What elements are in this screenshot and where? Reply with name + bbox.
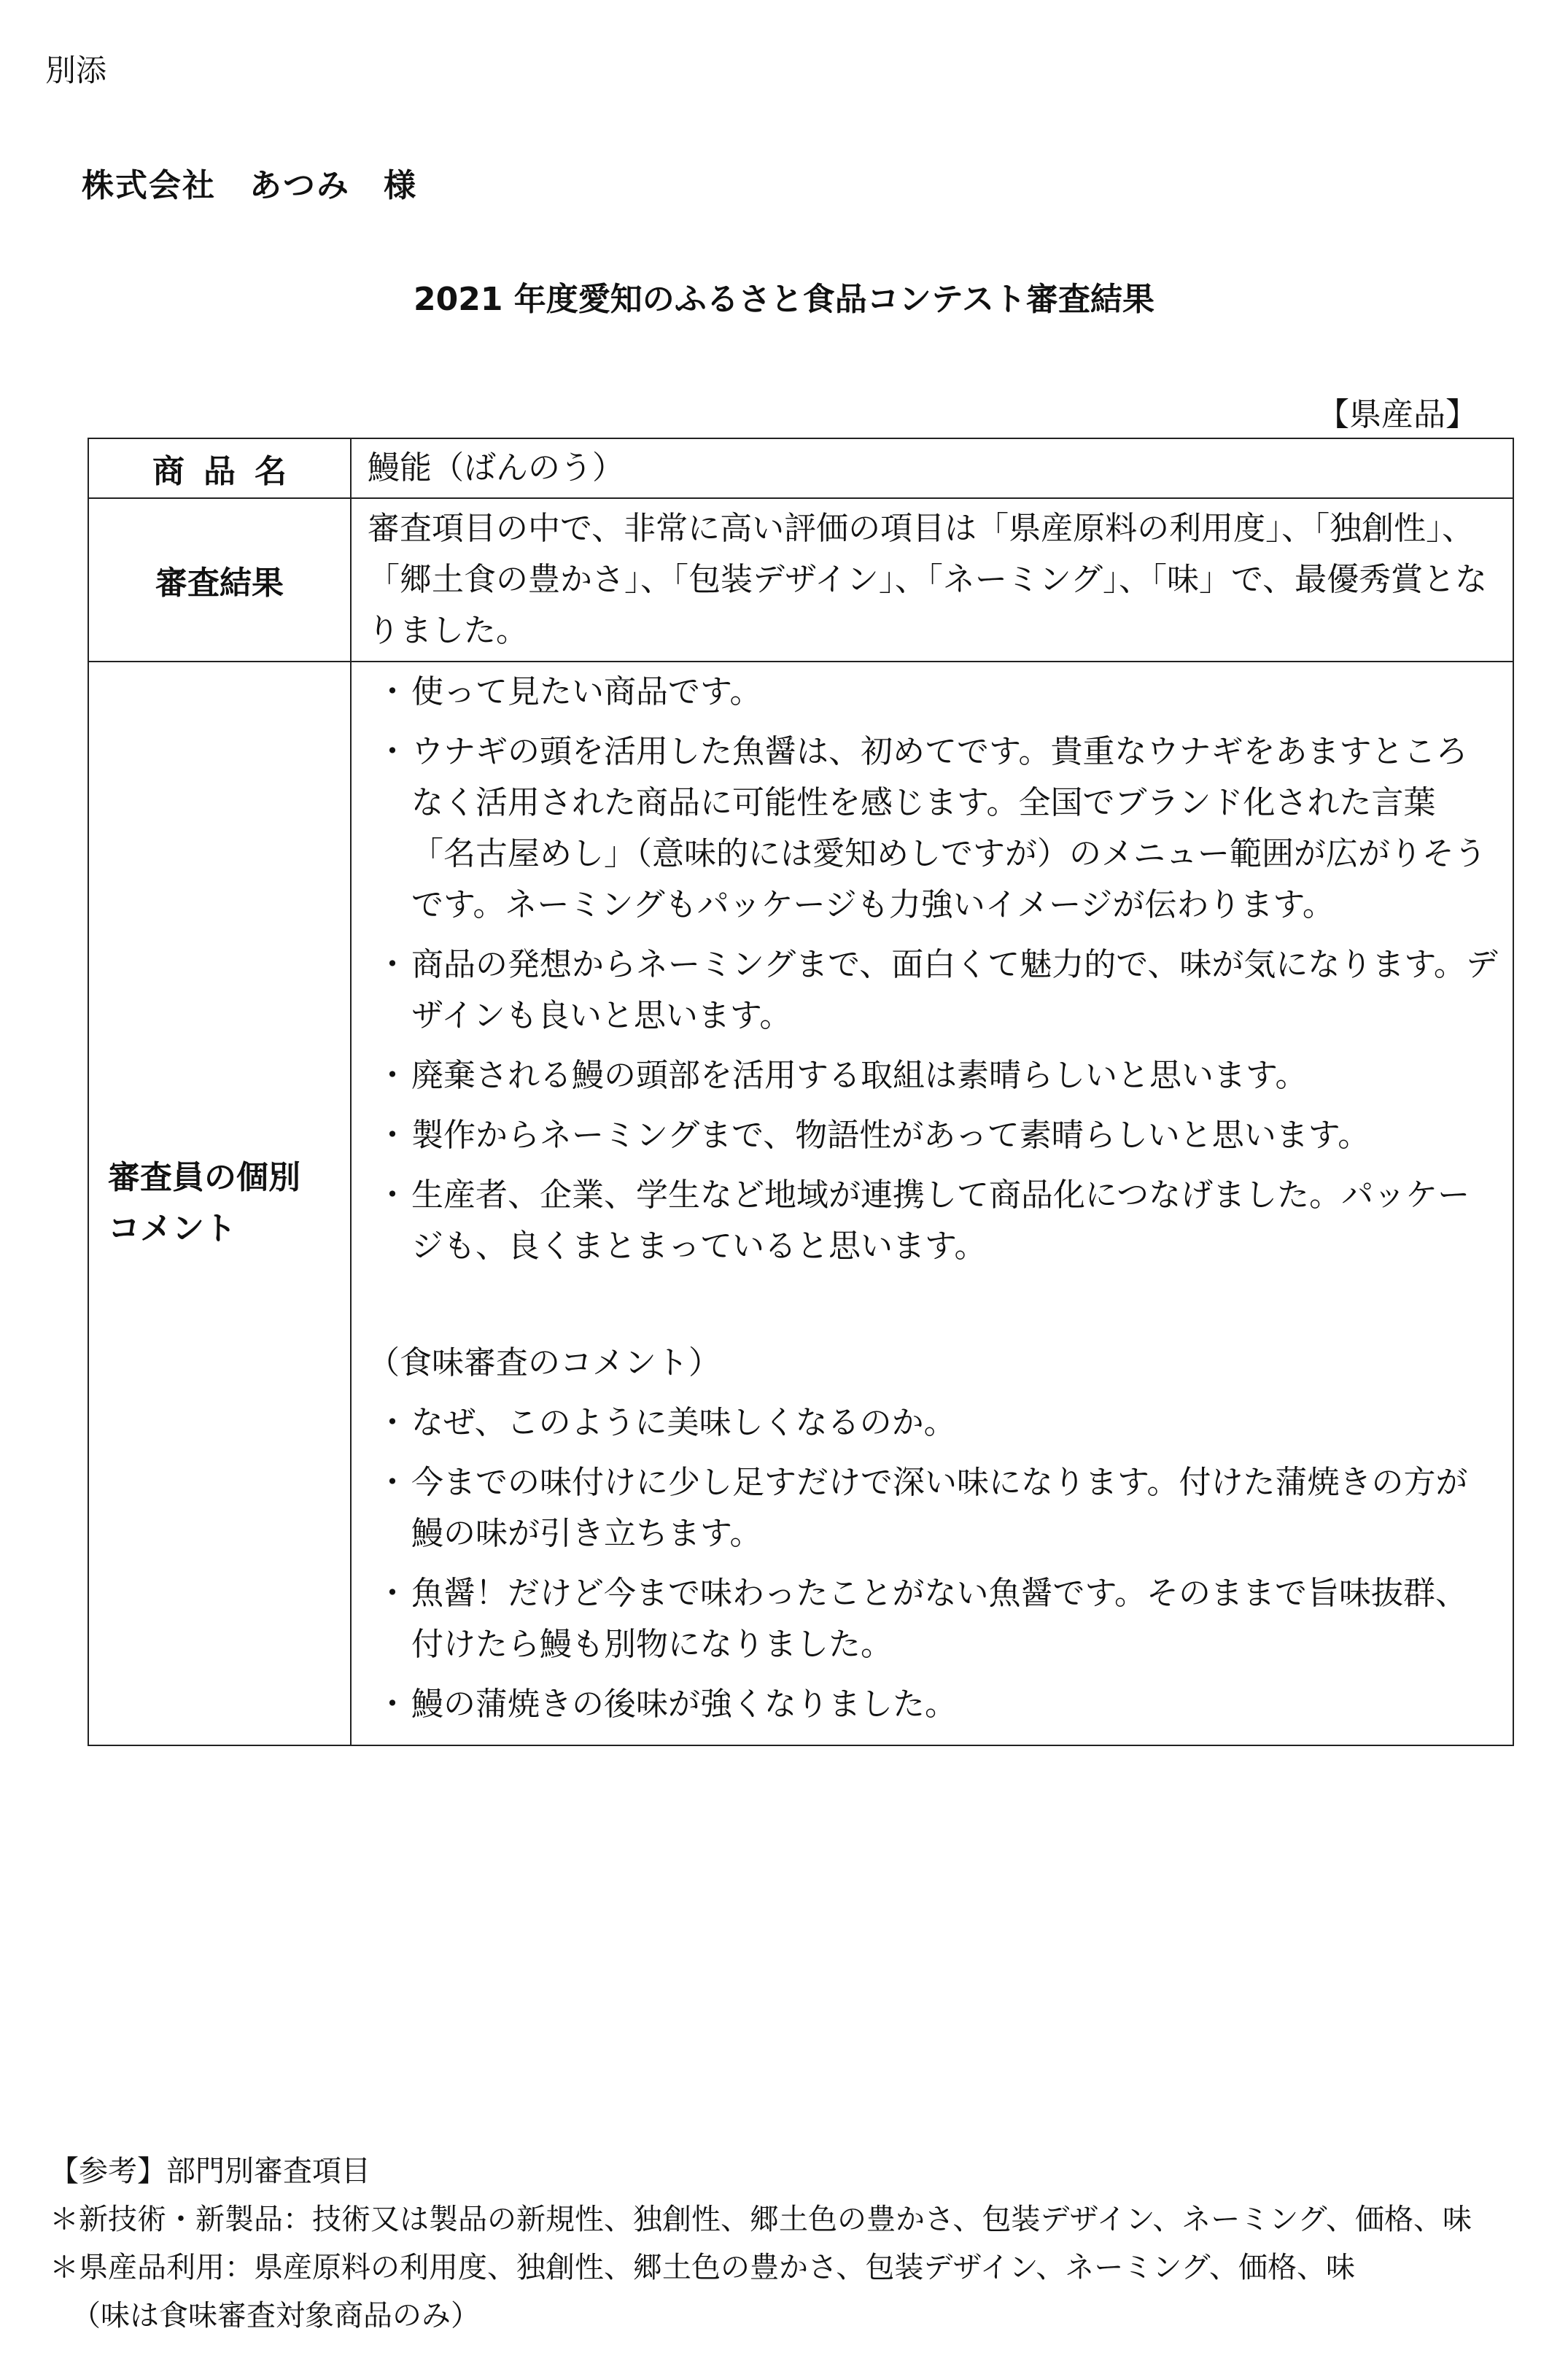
reference-line-new-tech: ＊新技術・新製品：技術又は製品の新規性、独創性、郷土色の豊かさ、包装デザイン、ネーミング、価格、味 bbox=[50, 2203, 1472, 2236]
comment-text: 魚醤！だけど今まで味わったことがない魚醤です。そのままで旨味抜群、付けたら鰻も別物になりました。 bbox=[411, 1575, 1468, 1663]
taste-comment-item bbox=[368, 1457, 1499, 1559]
comment-text: ウナギの頭を活用した魚醤は、初めてです。貴重なウナギをあますところなく活用された商品に可能性を感じます。全国でブランド化された言葉「名古屋めし」（意味的には愛知めしですが）のメニュー範囲が広がりそうです。ネーミングもパッケージも力強いイメージが伝わります。 bbox=[411, 733, 1486, 923]
comment-text: 生産者、企業、学生など地域が連携して商品化につなげました。パッケージも、良くまとまっていると思います。 bbox=[411, 1176, 1470, 1265]
comment-text: 鰻の蒲焼きの後味が強くなりました。 bbox=[411, 1686, 957, 1723]
bullet-icon: ・ bbox=[376, 673, 408, 710]
comment-text: 製作からネーミングまで、物語性があって素晴らしいと思います。 bbox=[411, 1117, 1370, 1154]
document-title: 2021 年度愛知のふるさと食品コンテスト審査結果 bbox=[413, 281, 1155, 318]
product-name: 鰻能（ばんのう） bbox=[368, 449, 624, 486]
bullet-icon: ・ bbox=[376, 1686, 408, 1723]
result-text: 審査項目の中で、非常に高い評価の項目は「県産原料の利用度」、「独創性」、「郷土食の豊かさ」、「包装デザイン」、「ネーミング」、「味」で、最優秀賞となりました。 bbox=[368, 510, 1488, 649]
result-label: 審査結果 bbox=[155, 565, 284, 602]
comment-text: なぜ、このように美味しくなるのか。 bbox=[411, 1404, 956, 1441]
comments-row bbox=[88, 662, 1513, 1745]
taste-comment-list bbox=[368, 1397, 1499, 1745]
reference-title: 【参考】部門別審査項目 bbox=[50, 2155, 370, 2188]
bullet-icon: ・ bbox=[376, 1117, 408, 1154]
taste-comment-item bbox=[368, 1568, 1499, 1670]
comment-text: 廃棄される鰻の頭部を活用する取組は素晴らしいと思います。 bbox=[411, 1057, 1308, 1094]
result-cell bbox=[351, 498, 1513, 662]
judge-comment-item bbox=[368, 726, 1499, 931]
comments-label-line1: 審査員の個別 bbox=[108, 1159, 300, 1196]
taste-comment-item bbox=[368, 1679, 1499, 1730]
product-name-label: 商品名 bbox=[152, 453, 306, 490]
reference-note: （味は食味審査対象商品のみ） bbox=[71, 2299, 480, 2333]
taste-comment-item bbox=[368, 1397, 1499, 1449]
bullet-icon: ・ bbox=[376, 1464, 408, 1501]
judge-comment-item bbox=[368, 1050, 1499, 1101]
result-row bbox=[88, 498, 1513, 662]
judge-comment-item bbox=[368, 939, 1499, 1042]
reference-line-local-product: ＊県産品利用：県産原料の利用度、独創性、郷土色の豊かさ、包装デザイン、ネーミング、価格、味 bbox=[50, 2251, 1355, 2284]
judge-comment-item bbox=[368, 1170, 1499, 1272]
product-name-cell bbox=[351, 438, 1513, 498]
taste-comments-heading: （食味審査のコメント） bbox=[368, 1344, 721, 1381]
product-name-label-cell bbox=[88, 438, 351, 498]
judge-comment-list bbox=[368, 662, 1499, 1287]
judge-comment-item bbox=[368, 667, 1499, 718]
bullet-icon: ・ bbox=[376, 1176, 408, 1214]
comment-text: 商品の発想からネーミングまで、面白くて魅力的で、味が気になります。デザインも良いと思います。 bbox=[411, 946, 1498, 1034]
comment-text: 使って見たい商品です。 bbox=[411, 673, 762, 710]
bullet-icon: ・ bbox=[376, 1057, 408, 1094]
comments-cell bbox=[351, 662, 1513, 1745]
bullet-icon: ・ bbox=[376, 1404, 408, 1441]
result-table bbox=[88, 438, 1514, 1746]
attachment-label: 別添 bbox=[45, 53, 107, 88]
bullet-icon: ・ bbox=[376, 733, 408, 770]
judge-comment-item bbox=[368, 1110, 1499, 1161]
result-label-cell bbox=[88, 498, 351, 662]
recipient-name: 株式会社 あつみ 様 bbox=[82, 167, 417, 204]
bullet-icon: ・ bbox=[376, 946, 408, 983]
comments-label-cell bbox=[88, 662, 351, 1745]
comment-text: 今までの味付けに少し足すだけで深い味になります。付けた蒲焼きの方が鰻の味が引き立ちます。 bbox=[411, 1464, 1468, 1552]
product-name-row bbox=[88, 438, 1513, 498]
bullet-icon: ・ bbox=[376, 1575, 408, 1612]
reference-section bbox=[50, 2147, 1472, 2340]
category-label: 【県産品】 bbox=[1317, 396, 1478, 433]
comments-label-line2: コメント bbox=[108, 1210, 236, 1247]
